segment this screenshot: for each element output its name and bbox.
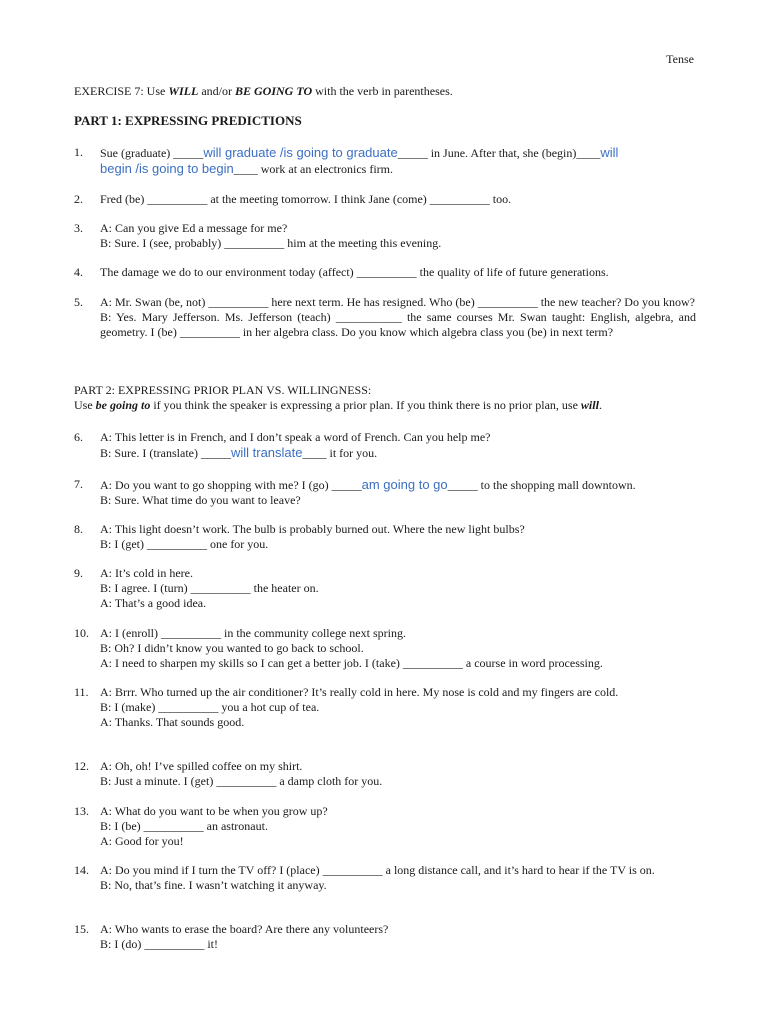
dialogue-line: A: Good for you! <box>100 834 184 848</box>
question-item-11 <box>74 685 696 730</box>
dialogue-line: A: It’s cold in here. <box>100 566 193 580</box>
question-number: 3. <box>74 221 83 235</box>
dialogue-line: A: I (enroll) __________ in the community college next spring. <box>100 626 406 640</box>
part1-title: PART 1: EXPRESSING PREDICTIONS <box>74 113 302 128</box>
question-number: 7. <box>74 477 83 491</box>
dialogue-line: A: I need to sharpen my skills so I can get a better job. I (take) __________ a course in word processing. <box>100 656 603 670</box>
question-number: 5. <box>74 295 83 309</box>
instr-be-going-to: BE GOING TO <box>235 84 313 98</box>
question-item-12 <box>74 759 696 789</box>
question-number: 6. <box>74 430 83 444</box>
question-text <box>100 145 696 177</box>
dialogue-line: A: Brrr. Who turned up the air conditioner? It’s really cold in here. My nose is cold and my fingers are cold. <box>100 685 619 699</box>
dialogue-line: B: No, that’s fine. I wasn’t watching it anyway. <box>100 878 327 892</box>
dialogue-line: A: Who wants to erase the board? Are there any volunteers? <box>100 922 389 936</box>
instr-text: . <box>598 398 602 412</box>
question-item-6 <box>74 430 696 461</box>
question-number: 2. <box>74 192 83 206</box>
question-number: 15. <box>74 922 89 936</box>
dialogue-line: B: Sure. What time do you want to leave? <box>100 493 301 507</box>
instr-mid: and/or <box>198 84 235 98</box>
dialogue-line: B: I (be) __________ an astronaut. <box>100 819 268 833</box>
question-number: 9. <box>74 566 83 580</box>
dialogue-line: A: This letter is in French, and I don’t speak a word of French. Can you help me? <box>100 430 491 444</box>
handwritten-answer[interactable]: will graduate /is going to graduate <box>203 145 398 160</box>
dialogue-line: B: Sure. I (see, probably) __________ him at the meeting this evening. <box>100 236 442 250</box>
question-text: Fred (be) __________ at the meeting tomorrow. I think Jane (come) __________ too. <box>100 192 512 206</box>
instr-suffix: with the verb in parentheses. <box>312 84 453 98</box>
dialogue-line: A: Do you mind if I turn the TV off? I (place) __________ a long distance call, and it’s hard to hear if the TV is on. <box>100 863 655 877</box>
question-number: 10. <box>74 626 89 640</box>
text-part: A: Do you want to go shopping with me? I (go) _____ <box>100 478 362 492</box>
handwritten-answer[interactable]: am going to go <box>361 477 448 492</box>
instr-emph: will <box>580 398 599 412</box>
question-item-7 <box>74 477 696 508</box>
dialogue-line: B: I agree. I (turn) __________ the heater on. <box>100 581 319 595</box>
part2-instructions <box>74 398 696 413</box>
part2-heading <box>74 383 696 413</box>
handwritten-answer[interactable]: will <box>600 145 619 160</box>
text-part: _____ to the shopping mall downtown. <box>447 478 636 492</box>
question-item-10 <box>74 626 696 671</box>
part2-title: PART 2: EXPRESSING PRIOR PLAN VS. WILLINGNESS: <box>74 383 372 397</box>
text-part: ____ it for you. <box>302 446 378 460</box>
question-item-1 <box>74 145 696 177</box>
handwritten-answer[interactable]: begin /is going to begin <box>100 161 234 176</box>
question-item-9 <box>74 566 696 611</box>
dialogue-line: A: Can you give Ed a message for me? <box>100 221 288 235</box>
dialogue-line: B: I (get) __________ one for you. <box>100 537 269 551</box>
dialogue-line <box>100 445 696 461</box>
exercise-instructions <box>74 84 696 99</box>
handwritten-answer[interactable]: will translate <box>230 445 303 460</box>
question-number: 13. <box>74 804 89 818</box>
question-number: 12. <box>74 759 89 773</box>
question-item-5 <box>74 295 696 340</box>
question-item-3 <box>74 221 696 251</box>
question-item-2 <box>74 192 696 207</box>
text-part: ____ work at an electronics firm. <box>233 162 393 176</box>
text-part: Sue (graduate) _____ <box>100 146 204 160</box>
instr-text: if you think the speaker is expressing a prior plan. If you think there is no prior plan, use <box>150 398 581 412</box>
question-item-13 <box>74 804 696 849</box>
text-part: B: Sure. I (translate) _____ <box>100 446 231 460</box>
question-item-4 <box>74 265 696 280</box>
question-item-8 <box>74 522 696 552</box>
instr-prefix: EXERCISE 7: Use <box>74 84 169 98</box>
dialogue-line: A: This light doesn’t work. The bulb is probably burned out. Where the new light bulbs? <box>100 522 525 536</box>
question-number: 11. <box>74 685 89 699</box>
question-number: 8. <box>74 522 83 536</box>
question-number: 4. <box>74 265 83 279</box>
dialogue-line: A: Oh, oh! I’ve spilled coffee on my shirt. <box>100 759 303 773</box>
dialogue-line: A: Thanks. That sounds good. <box>100 715 245 729</box>
instr-text: Use <box>74 398 96 412</box>
question-number: 1. <box>74 145 83 159</box>
dialogue-line: B: I (make) __________ you a hot cup of tea. <box>100 700 320 714</box>
question-number: 14. <box>74 863 89 877</box>
question-item-14 <box>74 863 696 893</box>
dialogue-line: B: I (do) __________ it! <box>100 937 218 951</box>
question-text: The damage we do to our environment today (affect) __________ the quality of life of future generations. <box>100 265 609 279</box>
dialogue-line: B: Yes. Mary Jefferson. Ms. Jefferson (teach) ___________ the same courses Mr. Swan taught: English, algebra, and geometry. I (be) __________ in her algebra class. Do you know which algebra class you (be) in next term? <box>100 310 696 339</box>
dialogue-line: A: What do you want to be when you grow up? <box>100 804 328 818</box>
dialogue-line: B: Just a minute. I (get) __________ a damp cloth for you. <box>100 774 383 788</box>
dialogue-line: A: That’s a good idea. <box>100 596 207 610</box>
dialogue-line: B: Oh? I didn’t know you wanted to go back to school. <box>100 641 364 655</box>
dialogue-line: A: Mr. Swan (be, not) __________ here next term. He has resigned. Who (be) __________ the new teacher? Do you know? <box>100 295 695 309</box>
instr-emph: be going to <box>95 398 151 412</box>
instr-will: WILL <box>168 84 199 98</box>
dialogue-line <box>100 477 696 493</box>
question-item-15 <box>74 922 696 952</box>
text-part: _____ in June. After that, she (begin)____ <box>397 146 601 160</box>
page-header: Tense <box>666 52 694 66</box>
